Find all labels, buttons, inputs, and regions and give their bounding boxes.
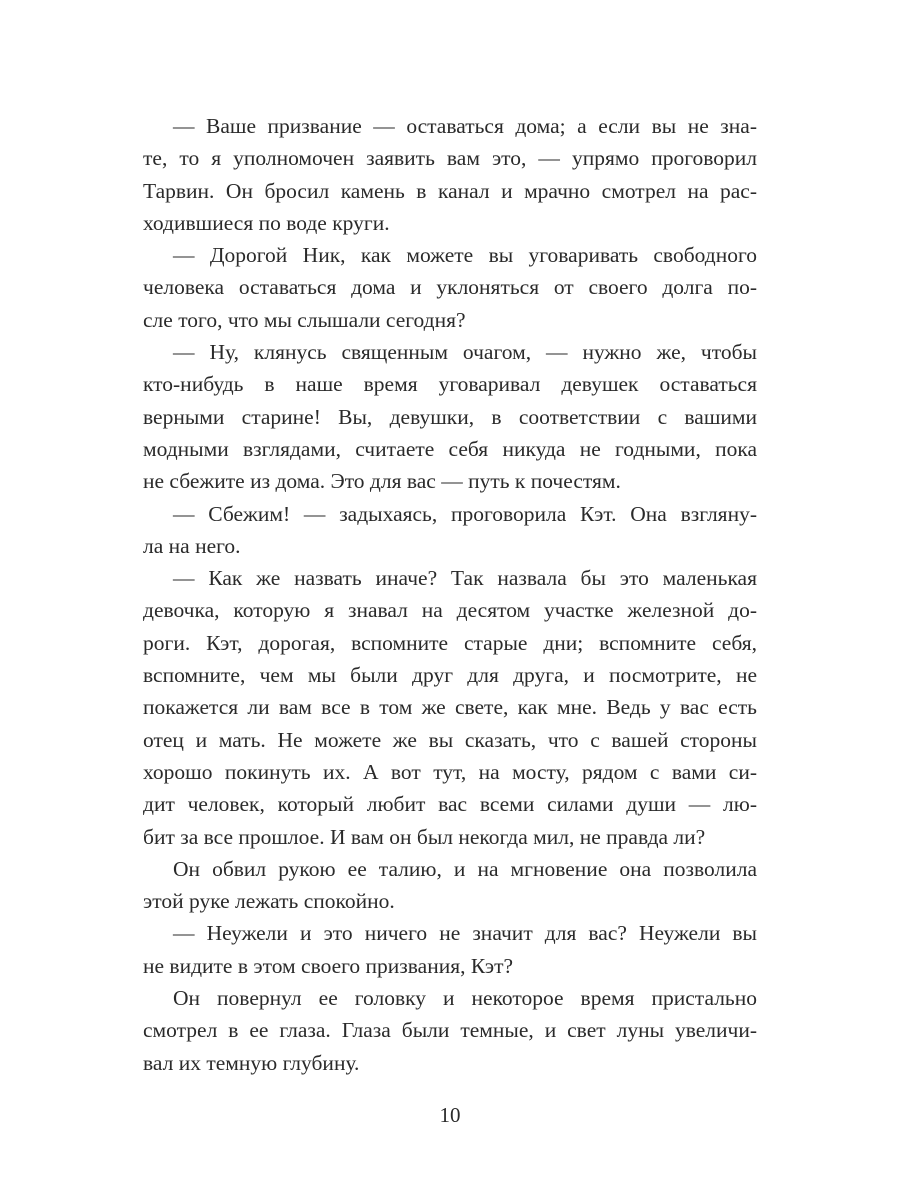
text-line: — Сбежим! — задыхаясь, проговорила Кэт. Она взгляну-: [173, 501, 757, 526]
text-line: модными взглядами, считаете себя никуда не годными, пока: [143, 436, 757, 461]
text-line: сле того, что мы слышали сегодня?: [143, 307, 466, 332]
page-body: [143, 110, 757, 1079]
text-line: покажется ли вам все в том же свете, как мне. Ведь у вас есть: [143, 695, 757, 720]
text-line: ла на него.: [143, 533, 241, 558]
text-line: ходившиеся по воде круги.: [143, 210, 390, 235]
text-line: — Неужели и это ничего не значит для вас? Неужели вы: [173, 921, 757, 946]
text-line: — Как же назвать иначе? Так назвала бы это маленькая: [173, 566, 757, 591]
text-line: вал их темную глубину.: [143, 1050, 360, 1075]
text-line: — Ваше призвание — оставаться дома; а если вы не зна-: [173, 114, 757, 138]
text-line: этой руке лежать спокойно.: [143, 889, 395, 914]
paragraph: [143, 562, 757, 853]
text-line: Тарвин. Он бросил камень в канал и мрачно смотрел на рас-: [143, 178, 757, 203]
text-line: смотрел в ее глаза. Глаза были темные, и свет луны увеличи-: [143, 1018, 757, 1043]
text-line: отец и мать. Не можете же вы сказать, что с вашей стороны: [143, 727, 757, 752]
text-line: не сбежите из дома. Это для вас — путь к почестям.: [143, 469, 621, 494]
page-number: 10: [439, 1103, 461, 1127]
text-line: те, то я уполномочен заявить вам это, — упрямо проговорил: [143, 146, 757, 171]
text-line: кто-нибудь в наше время уговаривал девушек оставаться: [143, 372, 757, 397]
paragraph: [143, 853, 757, 918]
text-line: человека оставаться дома и уклоняться от своего долга по-: [143, 275, 757, 300]
text-line: бит за все прошлое. И вам он был некогда мил, не правда ли?: [143, 824, 706, 849]
text-line: — Дорогой Ник, как можете вы уговаривать свободного: [173, 243, 757, 268]
text-line: Он повернул ее головку и некоторое время пристально: [173, 986, 757, 1011]
text-line: — Ну, клянусь священным очагом, — нужно же, чтобы: [173, 340, 757, 365]
text-line: верными старине! Вы, девушки, в соответствии с вашими: [143, 404, 757, 429]
paragraph: [143, 336, 757, 497]
paragraph: [143, 239, 757, 336]
text-line: вспомните, чем мы были друг для друга, и посмотрите, не: [143, 663, 757, 688]
text-line: не видите в этом своего призвания, Кэт?: [143, 953, 514, 978]
text-line: дит человек, который любит вас всеми силами души — лю-: [143, 792, 757, 817]
paragraph: [143, 498, 757, 563]
text-line: роги. Кэт, дорогая, вспомните старые дни; вспомните себя,: [143, 630, 757, 655]
text-line: девочка, которую я знавал на десятом участке железной до-: [143, 598, 757, 623]
paragraph: [143, 110, 757, 239]
paragraph: [143, 917, 757, 982]
text-line: хорошо покинуть их. А вот тут, на мосту, рядом с вами си-: [143, 759, 757, 784]
text-line: Он обвил рукою ее талию, и на мгновение она позволила: [173, 856, 757, 881]
paragraph: [143, 982, 757, 1079]
